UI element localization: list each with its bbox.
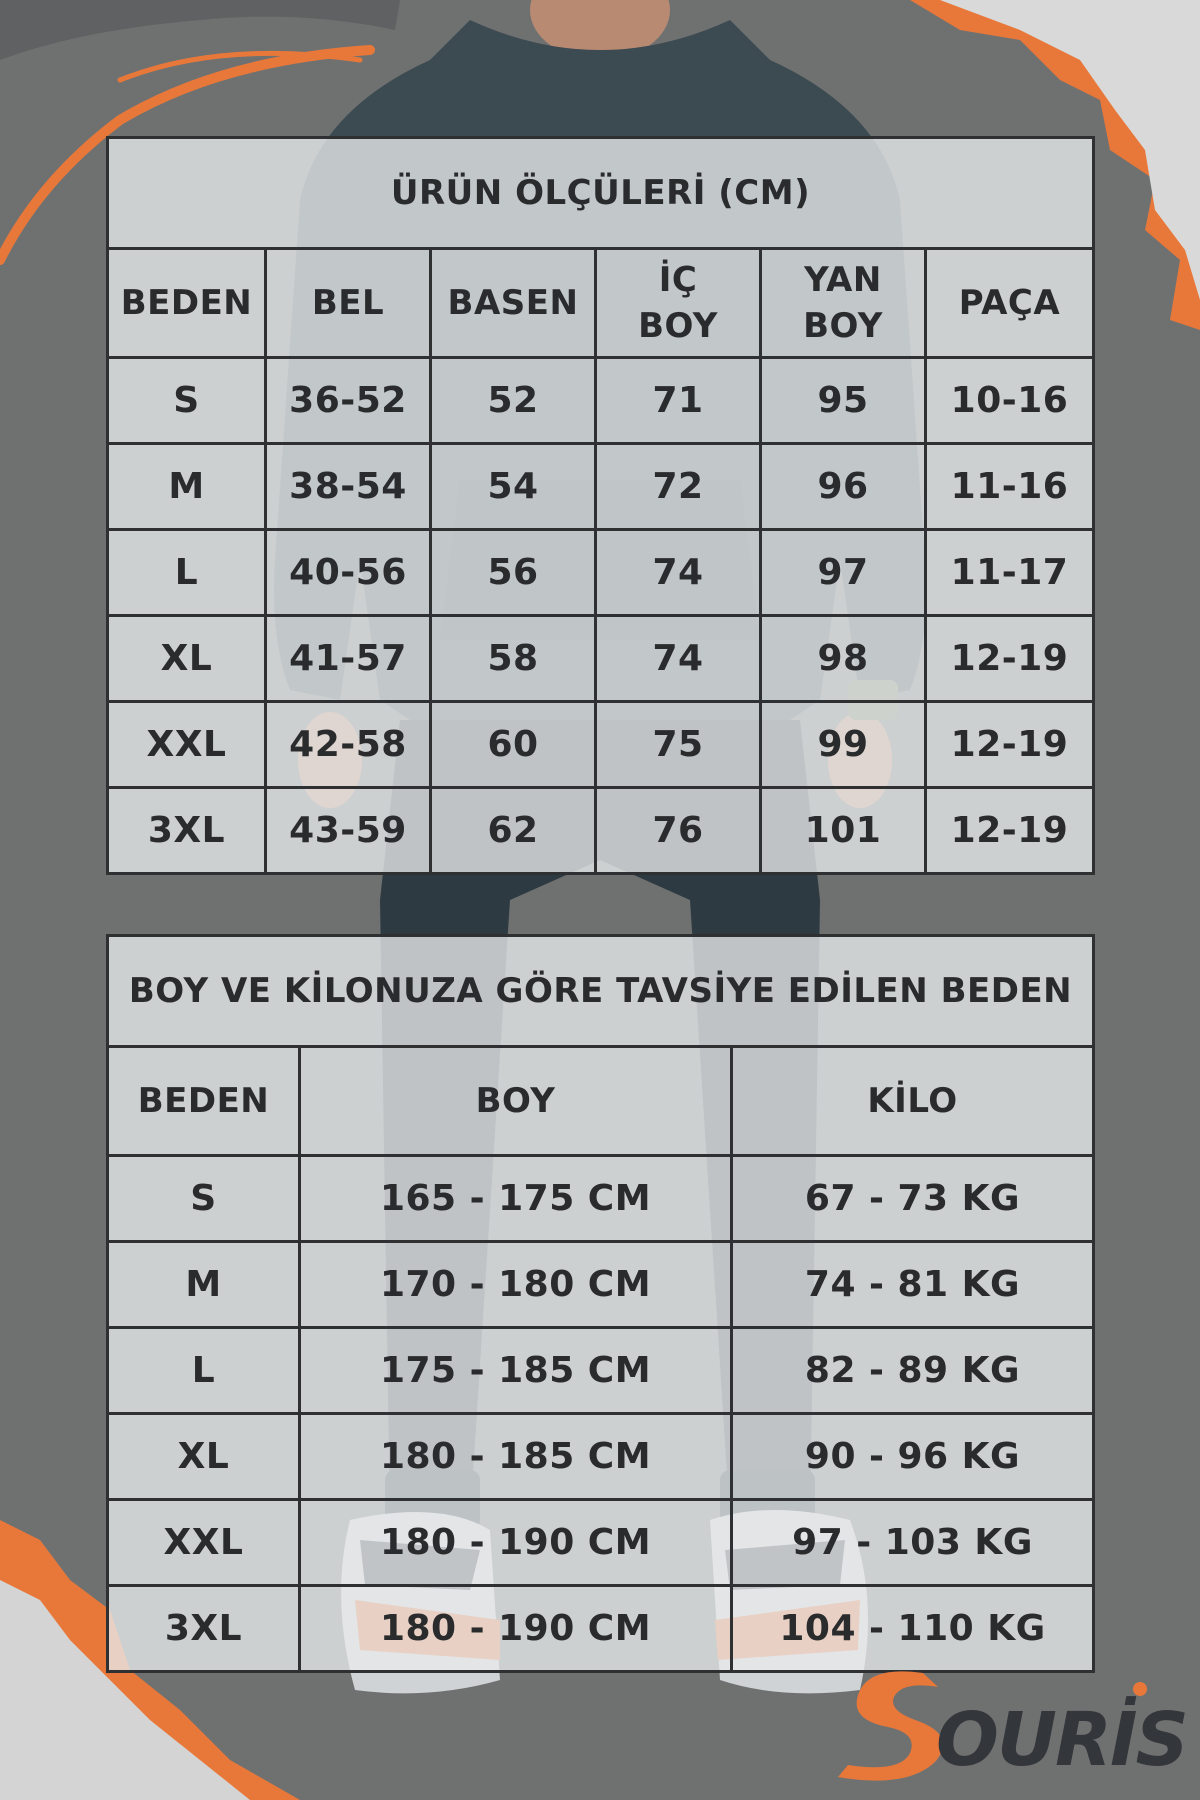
basen-cell: 52: [431, 358, 596, 444]
basen-cell: 58: [431, 616, 596, 702]
basen-cell: 56: [431, 530, 596, 616]
table-row: [108, 702, 1094, 788]
size-cell: 3XL: [108, 1586, 300, 1672]
size-cell: M: [108, 1242, 300, 1328]
size-cell: S: [108, 1156, 300, 1242]
height-cell: 170 - 180 CM: [300, 1242, 732, 1328]
bel-cell: 40-56: [266, 530, 431, 616]
bel-cell: 41-57: [266, 616, 431, 702]
paca-cell: 12-19: [926, 702, 1094, 788]
weight-cell: 82 - 89 KG: [732, 1328, 1094, 1414]
bel-cell: 36-52: [266, 358, 431, 444]
height-cell: 180 - 190 CM: [300, 1586, 732, 1672]
paca-cell: 12-19: [926, 788, 1094, 874]
header-boy: BOY: [300, 1047, 732, 1156]
weight-cell: 97 - 103 KG: [732, 1500, 1094, 1586]
size-cell: L: [108, 530, 266, 616]
height-cell: 180 - 190 CM: [300, 1500, 732, 1586]
header-bel: BEL: [266, 249, 431, 358]
yan-boy-cell: 98: [761, 616, 926, 702]
table-row: [108, 1328, 1094, 1414]
yan-boy-cell: 96: [761, 444, 926, 530]
header-beden: BEDEN: [108, 1047, 300, 1156]
paca-cell: 12-19: [926, 616, 1094, 702]
table-row: [108, 1586, 1094, 1672]
table-row: [108, 616, 1094, 702]
paca-cell: 11-16: [926, 444, 1094, 530]
header-beden: BEDEN: [108, 249, 266, 358]
bel-cell: 38-54: [266, 444, 431, 530]
yan-boy-cell: 97: [761, 530, 926, 616]
ic-boy-cell: 74: [596, 530, 761, 616]
svg-text:OURİS: OURİS: [936, 1697, 1187, 1783]
table-row: [108, 1500, 1094, 1586]
size-cell: XXL: [108, 702, 266, 788]
height-cell: 165 - 175 CM: [300, 1156, 732, 1242]
ic-boy-cell: 71: [596, 358, 761, 444]
size-cell: S: [108, 358, 266, 444]
measurements-title-row: [108, 138, 1094, 249]
recommendation-table: [106, 934, 1095, 1673]
basen-cell: 60: [431, 702, 596, 788]
table-row: [108, 1414, 1094, 1500]
table-row: [108, 444, 1094, 530]
weight-cell: 104 - 110 KG: [732, 1586, 1094, 1672]
recommendation-title: BOY VE KİLONUZA GÖRE TAVSİYE EDİLEN BEDEN: [108, 936, 1094, 1047]
height-cell: 175 - 185 CM: [300, 1328, 732, 1414]
basen-cell: 62: [431, 788, 596, 874]
ic-boy-cell: 74: [596, 616, 761, 702]
size-cell: M: [108, 444, 266, 530]
weight-cell: 90 - 96 KG: [732, 1414, 1094, 1500]
bel-cell: 43-59: [266, 788, 431, 874]
weight-cell: 74 - 81 KG: [732, 1242, 1094, 1328]
measurements-table: [106, 136, 1095, 875]
yan-boy-cell: 95: [761, 358, 926, 444]
size-cell: XL: [108, 1414, 300, 1500]
height-cell: 180 - 185 CM: [300, 1414, 732, 1500]
recommendation-title-row: [108, 936, 1094, 1047]
yan-boy-cell: 101: [761, 788, 926, 874]
paca-cell: 10-16: [926, 358, 1094, 444]
souris-logo: [828, 1665, 1198, 1785]
paca-cell: 11-17: [926, 530, 1094, 616]
size-cell: XL: [108, 616, 266, 702]
basen-cell: 54: [431, 444, 596, 530]
header-ic-boy: İÇ BOY: [596, 249, 761, 358]
recommendation-header-row: [108, 1047, 1094, 1156]
table-row: [108, 788, 1094, 874]
ic-boy-cell: 75: [596, 702, 761, 788]
table-row: [108, 530, 1094, 616]
weight-cell: 67 - 73 KG: [732, 1156, 1094, 1242]
bel-cell: 42-58: [266, 702, 431, 788]
size-cell: L: [108, 1328, 300, 1414]
ic-boy-cell: 76: [596, 788, 761, 874]
size-cell: XXL: [108, 1500, 300, 1586]
header-paca: PAÇA: [926, 249, 1094, 358]
header-basen: BASEN: [431, 249, 596, 358]
header-yan-boy: YAN BOY: [761, 249, 926, 358]
size-cell: 3XL: [108, 788, 266, 874]
measurements-header-row: [108, 249, 1094, 358]
measurements-title: ÜRÜN ÖLÇÜLERİ (CM): [108, 138, 1094, 249]
yan-boy-cell: 99: [761, 702, 926, 788]
table-row: [108, 358, 1094, 444]
ic-boy-cell: 72: [596, 444, 761, 530]
table-row: [108, 1242, 1094, 1328]
header-kilo: KİLO: [732, 1047, 1094, 1156]
table-row: [108, 1156, 1094, 1242]
